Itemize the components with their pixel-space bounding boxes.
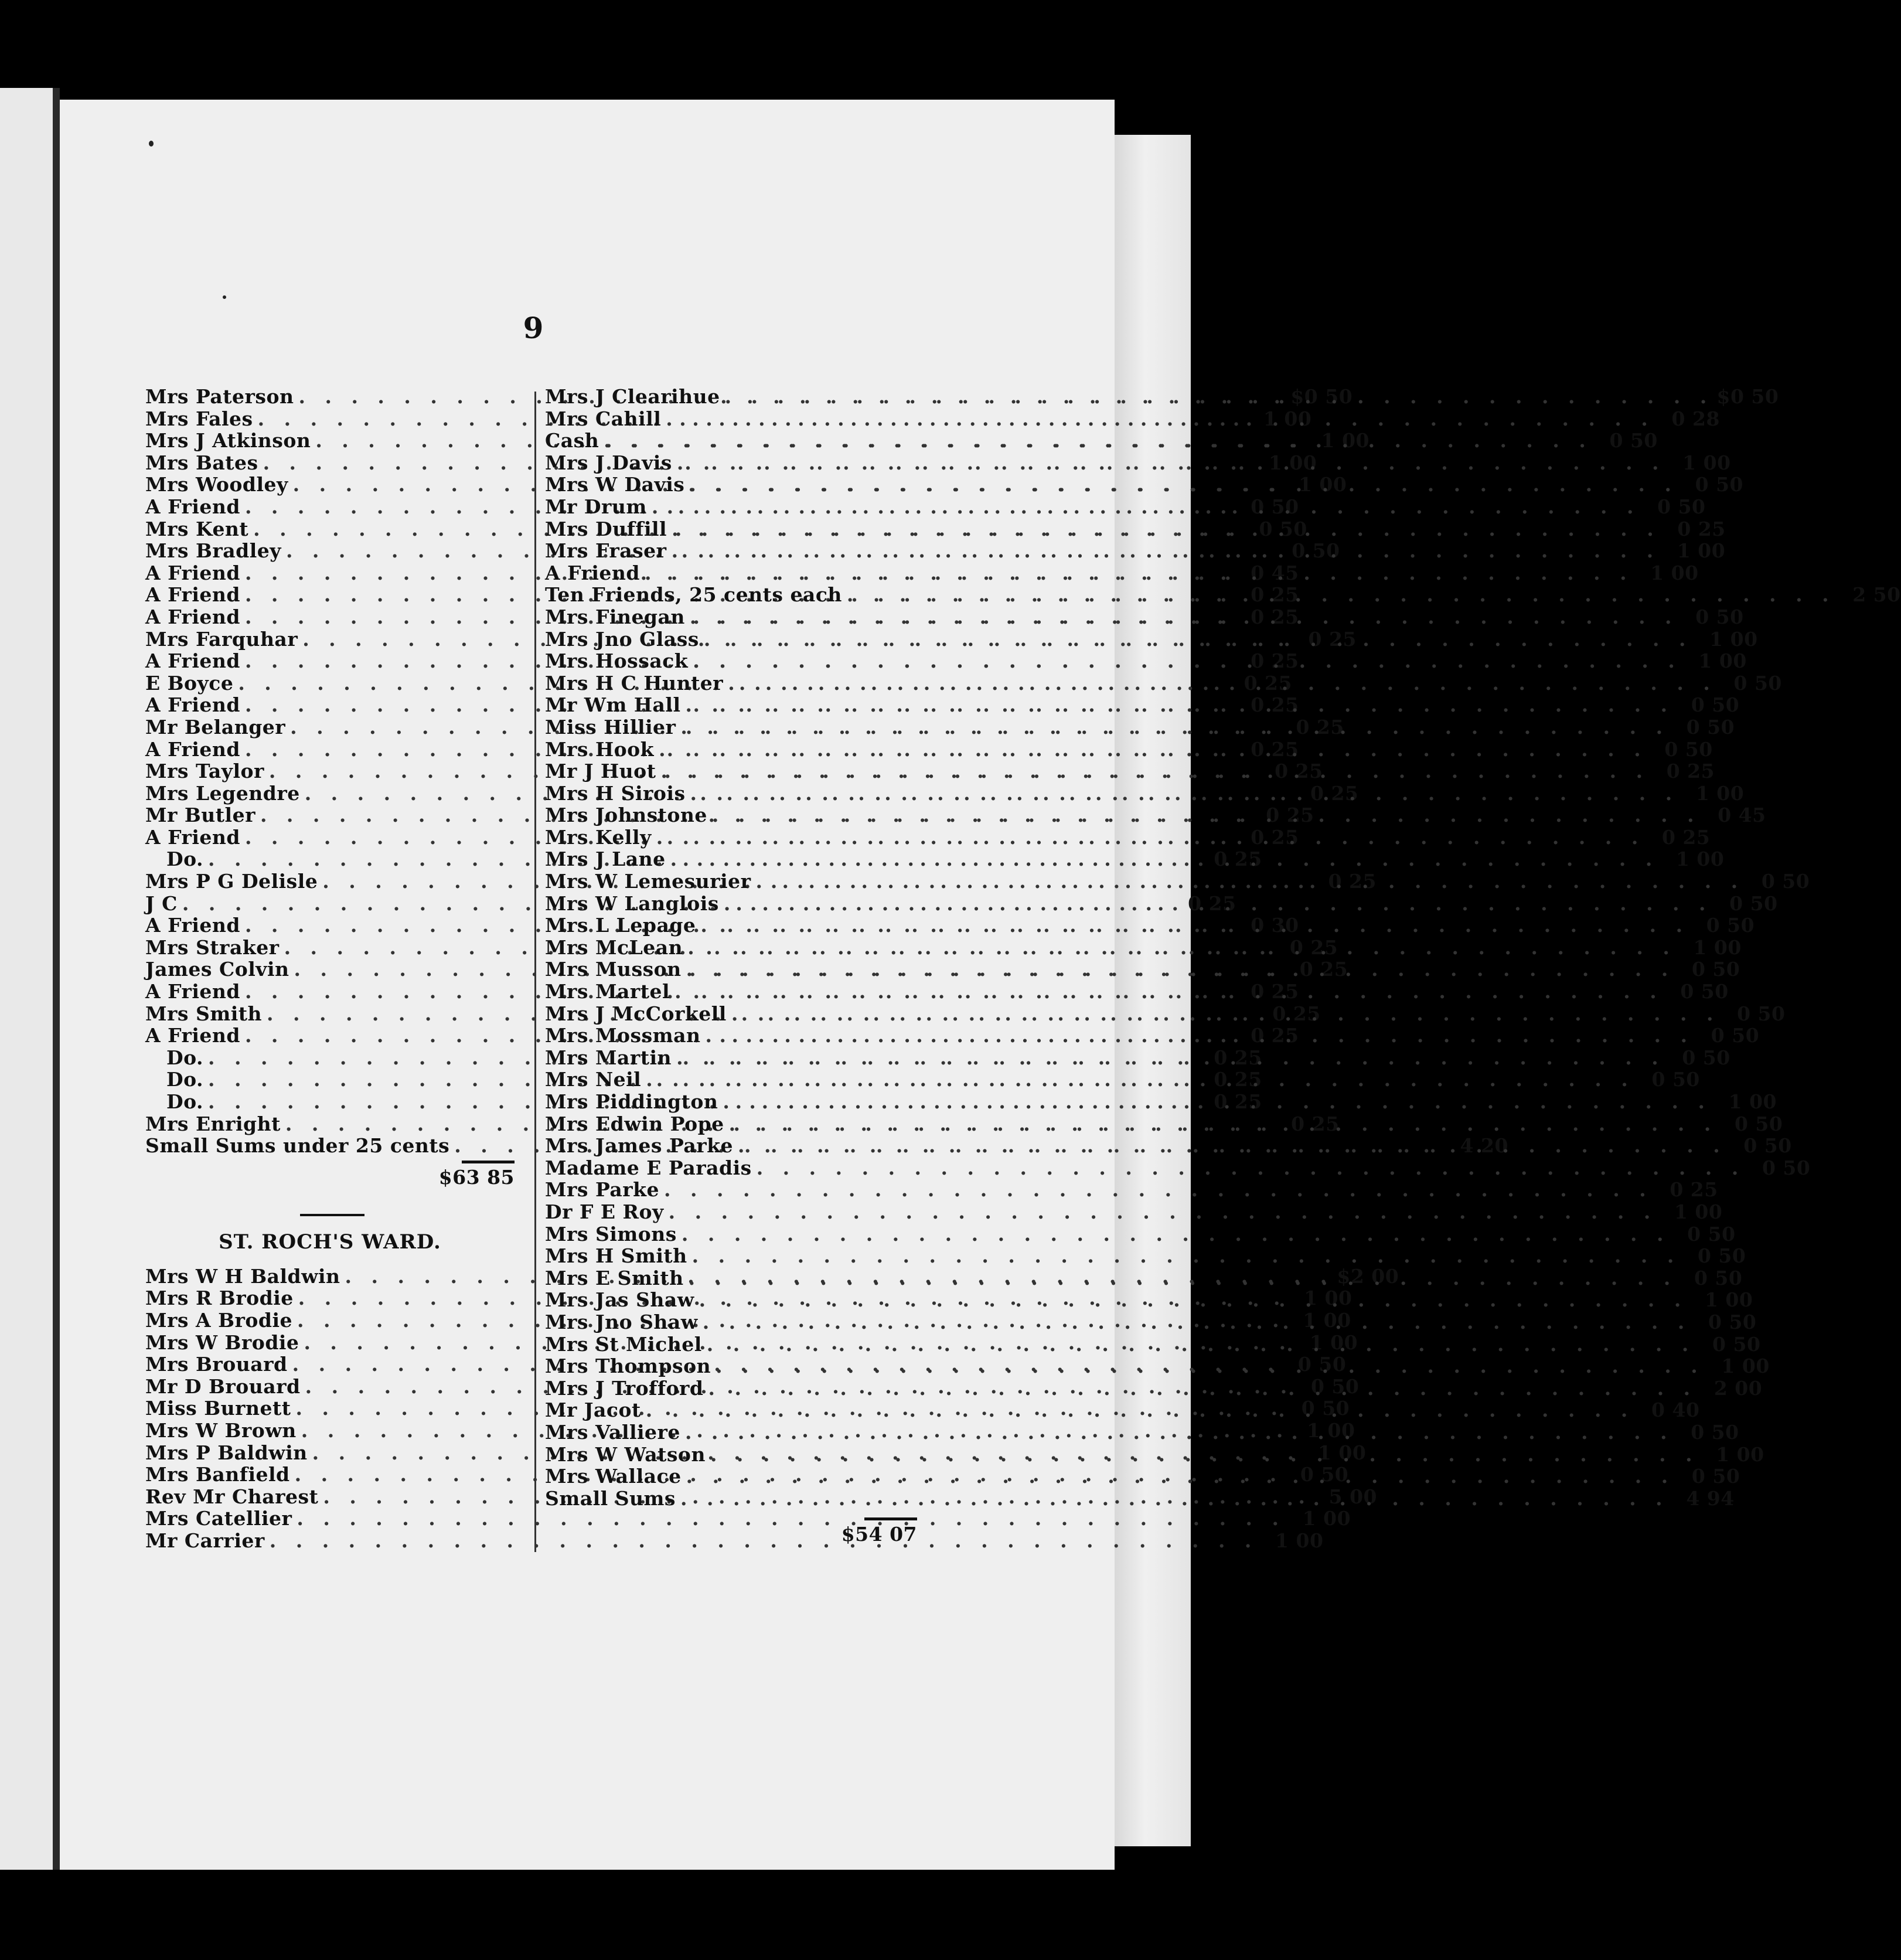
donation-amount: 0 50 — [1697, 1244, 1746, 1268]
donation-amount: 0 25 — [1251, 583, 1299, 607]
donation-amount: 0 25 — [1251, 693, 1299, 717]
donation-amount: 0 50 — [1609, 429, 1658, 452]
donor-name: Dr F E Roy — [545, 1200, 664, 1223]
donor-row — [545, 1200, 1723, 1223]
donor-name: Miss Hillier — [545, 715, 676, 739]
donor-name: Mrs Parke — [545, 1178, 660, 1202]
donor-name: Mrs St Michel — [545, 1332, 702, 1356]
dot-leader — [670, 981, 1663, 1003]
donor-name: Mrs Jas Shaw — [545, 1288, 694, 1312]
donor-name: E Boyce — [145, 671, 234, 695]
donor-name: Mrs Banfield — [145, 1463, 290, 1486]
total-rule — [462, 1161, 515, 1163]
donation-amount: 4 20 — [1460, 1134, 1508, 1158]
donor-name: Mrs Enright — [145, 1112, 281, 1135]
donor-name: Mrs James Parke — [545, 1134, 734, 1158]
donation-amount: 1 00 — [1698, 649, 1747, 673]
dot-leader — [719, 893, 1712, 915]
donation-amount: $0 50 — [1290, 385, 1353, 408]
donation-amount: 0 50 — [1310, 1374, 1360, 1398]
donation-amount: 0 50 — [1762, 1156, 1811, 1179]
dot-leader — [667, 540, 1660, 562]
dot-leader — [707, 804, 1701, 826]
donor-name: Mrs W H Baldwin — [145, 1264, 340, 1288]
donor-name: Mrs McLean — [545, 935, 683, 959]
donation-amount: 2 00 — [1713, 1376, 1763, 1400]
donor-name: Ten Friends, 25 cents each — [545, 583, 842, 607]
donation-amount: 1 00 — [1309, 1331, 1358, 1354]
donor-name: Mrs Finegan — [545, 605, 685, 628]
donor-row — [545, 1244, 1746, 1268]
donor-name: Mrs Straker — [145, 935, 280, 959]
dot-leader — [666, 848, 1659, 870]
donation-amount: 1 00 — [1704, 1288, 1753, 1312]
donor-name: Mrs E Smith — [545, 1266, 684, 1289]
donation-amount: 0 50 — [1686, 715, 1735, 739]
donor-name: Mrs W Langlois — [545, 891, 719, 915]
total-rule — [864, 1517, 917, 1520]
donor-row — [545, 825, 1711, 849]
column-total: $63 85 — [438, 1165, 515, 1189]
donor-name: Mrs Paterson — [145, 385, 294, 408]
donation-amount: 0 50 — [1743, 1134, 1792, 1158]
donor-name: A Friend — [145, 495, 240, 518]
donor-row — [545, 385, 1779, 408]
dot-leader — [676, 716, 1669, 739]
donation-amount: 1 00 — [1728, 1090, 1777, 1113]
donation-amount: 4 94 — [1686, 1486, 1735, 1510]
donor-name: Rev Mr Charest — [145, 1485, 319, 1508]
dot-leader — [706, 1441, 1699, 1466]
dot-leader — [676, 1485, 1669, 1510]
donation-amount: 0 25 — [1289, 935, 1338, 959]
donation-amount: 0 50 — [1691, 958, 1740, 981]
donor-row — [545, 760, 1715, 783]
donor-name: Do. — [166, 1046, 204, 1069]
dot-leader — [704, 1374, 1697, 1400]
donation-amount: 0 50 — [1292, 539, 1340, 563]
donation-amount: 1 00 — [1317, 1441, 1367, 1464]
donation-amount: 0 25 — [1328, 870, 1377, 893]
donor-name: Mrs W Watson — [545, 1442, 706, 1466]
donation-amount: 1 00 — [1268, 451, 1317, 474]
donation-amount: 0 25 — [1251, 980, 1299, 1003]
donor-name: Mrs J Atkinson — [145, 429, 311, 452]
donation-amount: 0 25 — [1244, 671, 1292, 695]
donation-amount: 1 00 — [1303, 1308, 1351, 1332]
donor-name: Mrs Jno Glass — [545, 627, 699, 651]
donor-name: Mrs Bates — [145, 451, 258, 474]
donor-name: Mrs Duffill — [545, 517, 667, 540]
donation-amount: 0 25 — [1214, 1068, 1262, 1091]
donor-name: Mrs Fraser — [545, 539, 667, 563]
donor-name: Mrs Smith — [145, 1002, 263, 1025]
left-page-edge — [0, 88, 56, 1870]
donor-row — [545, 1178, 1718, 1202]
dot-leader — [680, 1418, 1674, 1444]
donor-name: Mrs Piddington — [545, 1090, 718, 1113]
donor-name: Mr Butler — [145, 804, 255, 827]
donor-name: Mr J Huot — [545, 760, 656, 783]
donation-amount: 0 25 — [1188, 891, 1236, 915]
donor-name: Mrs Martin — [545, 1046, 672, 1069]
donation-amount: 1 00 — [1302, 1507, 1351, 1530]
donor-name: Mrs Kent — [145, 517, 249, 540]
donor-name: Mrs P Baldwin — [145, 1441, 308, 1464]
dot-leader — [672, 452, 1665, 474]
dot-leader — [751, 870, 1745, 893]
donor-name: Mrs W Davis — [545, 473, 685, 496]
donation-amount: 0 50 — [1708, 1310, 1757, 1333]
donation-amount: 0 50 — [1251, 495, 1299, 518]
donor-name: Mrs Johnstone — [545, 804, 707, 827]
donation-amount: 2 50 — [1852, 583, 1901, 607]
dot-leader — [842, 584, 1835, 606]
donor-name: Mr Carrier — [145, 1529, 265, 1552]
donation-amount: 0 25 — [1251, 649, 1299, 673]
donation-amount: 1 00 — [1695, 781, 1745, 805]
donor-row — [545, 1288, 1753, 1312]
donation-amount: 1 00 — [1709, 627, 1758, 651]
donation-amount: 0 25 — [1251, 737, 1299, 761]
dot-leader — [700, 1025, 1694, 1047]
donation-amount: 0 50 — [1694, 1266, 1743, 1289]
dot-leader — [688, 650, 1681, 672]
dot-leader — [681, 694, 1674, 716]
donation-amount: 0 25 — [1661, 825, 1711, 849]
dot-leader — [702, 1333, 1695, 1356]
dot-leader — [652, 826, 1645, 849]
donation-amount: 0 25 — [1291, 1112, 1340, 1135]
donation-amount: 1 00 — [1677, 539, 1726, 563]
page-number: 9 — [523, 311, 544, 345]
donor-name: Mr Belanger — [145, 715, 286, 739]
donation-amount: 0 25 — [1310, 781, 1359, 805]
donation-amount: 0 25 — [1266, 804, 1314, 827]
donor-name: Mrs Catellier — [145, 1507, 292, 1530]
dot-leader — [664, 1201, 1657, 1223]
dot-leader — [659, 1179, 1653, 1201]
donation-amount: 0 25 — [1251, 825, 1299, 849]
donor-name: Mrs Fales — [145, 407, 253, 430]
donor-name: Mrs W Brodie — [145, 1331, 299, 1354]
donor-row — [545, 1465, 1740, 1488]
donor-name: Mrs R Brodie — [145, 1287, 294, 1310]
donation-amount: 0 40 — [1651, 1398, 1700, 1422]
donation-amount: 0 25 — [1666, 760, 1715, 783]
donor-name: Mrs Woodley — [145, 473, 288, 496]
donor-name: Mrs Mossman — [545, 1024, 701, 1047]
donation-amount: 0 50 — [1729, 891, 1778, 915]
donor-name: Mrs Thompson — [545, 1355, 711, 1378]
donor-name: Mrs Legendre — [145, 781, 300, 805]
donor-name: Mrs W Lemesurier — [545, 870, 751, 893]
donor-name: Small Sums — [545, 1486, 676, 1510]
donation-amount: 0 50 — [1680, 980, 1729, 1003]
donor-name: Mrs A Brodie — [145, 1308, 292, 1332]
donor-name: James Colvin — [145, 958, 289, 981]
donation-amount: 0 50 — [1761, 870, 1810, 893]
donor-name: Mr Jacot — [545, 1398, 641, 1422]
donation-amount: 0 50 — [1695, 473, 1743, 496]
donor-name: Do. — [166, 1068, 204, 1091]
donor-name: Mrs L Lepage — [545, 914, 696, 937]
donor-name: A Friend — [145, 583, 240, 607]
donation-amount: 0 25 — [1214, 1090, 1262, 1113]
dot-leader — [641, 1069, 1634, 1091]
donation-amount: 0 50 — [1664, 737, 1713, 761]
donor-name: Mrs J Lane — [545, 848, 666, 871]
donation-amount: 1 00 — [1682, 451, 1731, 474]
donation-amount: 0 50 — [1734, 1112, 1783, 1135]
donation-amount: $2 00 — [1337, 1264, 1399, 1288]
donation-amount: 0 25 — [1251, 605, 1299, 628]
dot-leader — [687, 1245, 1681, 1267]
donation-amount: 0 50 — [1259, 517, 1307, 540]
donation-amount: 0 25 — [1670, 1178, 1718, 1202]
donor-name: Mrs Hook — [545, 737, 655, 761]
donor-name: Mrs Hossack — [545, 649, 689, 673]
donation-amount: 0 50 — [1737, 1002, 1786, 1025]
dot-leader — [672, 1047, 1665, 1069]
dot-leader — [685, 606, 1678, 628]
donor-name: A Friend — [145, 649, 240, 673]
donor-name: A Friend — [545, 561, 640, 584]
donation-amount: 0 25 — [1299, 958, 1348, 981]
donation-amount: 0 28 — [1671, 407, 1720, 430]
donor-name: Mrs Farquhar — [145, 627, 298, 651]
donation-amount: 0 50 — [1651, 1068, 1700, 1091]
donation-amount: 1 00 — [1307, 1418, 1355, 1442]
donor-name: Mrs Valliere — [545, 1420, 680, 1444]
donation-amount: 0 25 — [1214, 848, 1262, 871]
donation-amount: 0 50 — [1691, 1420, 1739, 1444]
donor-name: Madame E Paradis — [545, 1156, 752, 1179]
donor-name: Mr Wm Hall — [545, 693, 681, 717]
donor-name: A Friend — [145, 1024, 240, 1047]
donor-name: A Friend — [145, 825, 240, 849]
dot-leader — [641, 1399, 1634, 1421]
donor-name: Mr D Brouard — [145, 1374, 301, 1398]
dot-leader — [698, 1308, 1691, 1333]
donation-amount: 0 50 — [1712, 1332, 1761, 1356]
donor-name: A Friend — [145, 980, 240, 1003]
donor-name: Mrs Cahill — [545, 407, 662, 430]
donor-name: Mrs Musson — [545, 958, 682, 981]
dot-leader — [667, 518, 1660, 540]
donation-amount: 0 25 — [1308, 627, 1357, 651]
dot-leader — [724, 1113, 1718, 1135]
dot-leader — [727, 1003, 1720, 1025]
donation-amount: 1 00 — [1721, 1355, 1770, 1378]
donation-amount: 0 25 — [1677, 517, 1726, 540]
donor-name: Small Sums under 25 cents — [145, 1134, 450, 1158]
dot-leader — [683, 937, 1676, 959]
donor-name: Mrs Simons — [545, 1222, 677, 1246]
ward-heading: ST. ROCH'S WARD. — [219, 1230, 441, 1254]
donation-amount: 0 50 — [1711, 1024, 1760, 1047]
donor-name: Miss Burnett — [145, 1397, 291, 1420]
dot-leader — [694, 1289, 1688, 1311]
dot-leader — [733, 1135, 1726, 1157]
donation-amount: 1 00 — [1716, 1442, 1764, 1466]
donation-amount: 0 25 — [1251, 1024, 1299, 1047]
donation-amount: 1 00 — [1304, 1287, 1352, 1310]
donor-name: Do. — [166, 1090, 204, 1113]
donor-row — [545, 1222, 1736, 1246]
donation-amount: 0 25 — [1296, 715, 1344, 739]
donor-name: Mrs Martel — [545, 980, 670, 1003]
dot-leader — [752, 1157, 1745, 1179]
donation-amount: 0 50 — [1301, 1397, 1350, 1420]
dot-leader — [640, 562, 1633, 584]
donation-amount: 0 50 — [1657, 495, 1706, 518]
donation-amount: 0 45 — [1718, 804, 1766, 827]
dot-leader — [647, 496, 1640, 518]
donor-name: Mrs J Davis — [545, 451, 672, 474]
donation-amount: 0 50 — [1691, 1465, 1740, 1488]
donor-name: A Friend — [145, 561, 240, 584]
donor-name: Mrs P G Delisle — [145, 870, 318, 893]
donor-name: Mrs H C Hunter — [545, 671, 724, 695]
page-gutter-shadow — [53, 88, 60, 1870]
dot-leader — [720, 386, 1713, 408]
dot-leader — [599, 430, 1592, 452]
ink-speck — [149, 141, 154, 147]
dot-leader — [654, 739, 1647, 761]
donor-row — [145, 1507, 1351, 1530]
donor-row — [145, 561, 1299, 584]
dot-leader — [686, 782, 1679, 805]
dot-leader — [684, 1264, 1677, 1289]
donation-amount: 1 00 — [1693, 935, 1742, 959]
donation-amount: 1 00 — [1321, 429, 1369, 452]
donor-name: Mrs Wallace — [545, 1465, 682, 1488]
donation-amount: 0 50 — [1297, 1353, 1347, 1376]
dot-leader — [718, 1091, 1711, 1113]
donation-amount: 0 30 — [1251, 914, 1299, 937]
donor-row — [545, 1156, 1811, 1179]
donation-amount: 0 45 — [1251, 561, 1299, 584]
dot-leader — [682, 958, 1675, 981]
donor-name: Mrs H Sirois — [545, 781, 686, 805]
donor-row — [545, 495, 1706, 518]
donation-amount: 0 25 — [1272, 1002, 1321, 1025]
donation-amount: 0 50 — [1300, 1463, 1349, 1486]
donor-row — [545, 451, 1731, 474]
donor-name: Mrs Bradley — [145, 539, 281, 563]
donor-name: Mr Drum — [545, 495, 647, 518]
donor-name: Mrs Taylor — [145, 760, 264, 783]
dot-leader — [656, 760, 1649, 782]
donor-name: Cash — [545, 429, 599, 452]
donation-amount: 1 00 — [1298, 473, 1347, 496]
donor-name: Mrs Brouard — [145, 1353, 288, 1376]
donation-amount: 5 00 — [1328, 1485, 1378, 1508]
donation-amount: 0 50 — [1706, 914, 1755, 937]
donor-name: A Friend — [145, 914, 240, 937]
donation-amount: 1 00 — [1650, 561, 1699, 584]
donor-name: Mrs Neil — [545, 1068, 642, 1091]
column-total: $54 07 — [841, 1523, 917, 1546]
donation-amount: 1 00 — [1675, 848, 1725, 871]
donor-row — [545, 1442, 1764, 1466]
donation-amount: 0 25 — [1275, 760, 1323, 783]
donation-amount: 0 50 — [1695, 605, 1744, 628]
donation-amount: $0 50 — [1716, 385, 1779, 408]
ink-speck — [223, 295, 226, 299]
donation-amount: 0 50 — [1682, 1046, 1730, 1069]
donation-amount: 1 00 — [1263, 407, 1312, 430]
donor-name: Mrs J Clearihue — [545, 385, 720, 408]
donor-name: A Friend — [145, 737, 240, 761]
dot-leader — [711, 1355, 1704, 1377]
dot-leader — [723, 672, 1716, 695]
donor-name: Mrs Kelly — [545, 825, 652, 849]
dot-leader — [696, 914, 1689, 937]
donor-name: J C — [145, 891, 178, 915]
donor-name: A Friend — [145, 693, 240, 717]
donor-name: Mrs Jno Shaw — [545, 1310, 698, 1333]
donor-name: Mrs W Brown — [145, 1418, 297, 1442]
dot-leader — [677, 1223, 1670, 1246]
donor-name: Mrs H Smith — [545, 1244, 687, 1268]
donor-name: Mrs Edwin Pope — [545, 1112, 724, 1135]
donation-amount: 1 00 — [1275, 1529, 1324, 1552]
dot-leader — [699, 628, 1692, 651]
donation-amount: 0 50 — [1691, 693, 1740, 717]
donation-amount: 0 50 — [1733, 671, 1782, 695]
dot-leader — [684, 474, 1678, 496]
donation-amount: 0 50 — [1687, 1222, 1736, 1246]
donation-amount: 0 25 — [1214, 1046, 1262, 1069]
donation-amount: 1 00 — [1674, 1200, 1723, 1223]
donor-name: Mrs J McCorkell — [545, 1002, 727, 1025]
donor-name: A Friend — [145, 605, 240, 628]
donor-name: Do. — [166, 848, 204, 871]
donor-name: Mrs J Trofford — [545, 1376, 704, 1400]
dot-leader — [682, 1465, 1675, 1488]
dot-leader — [661, 408, 1654, 430]
section-rule — [300, 1214, 364, 1216]
